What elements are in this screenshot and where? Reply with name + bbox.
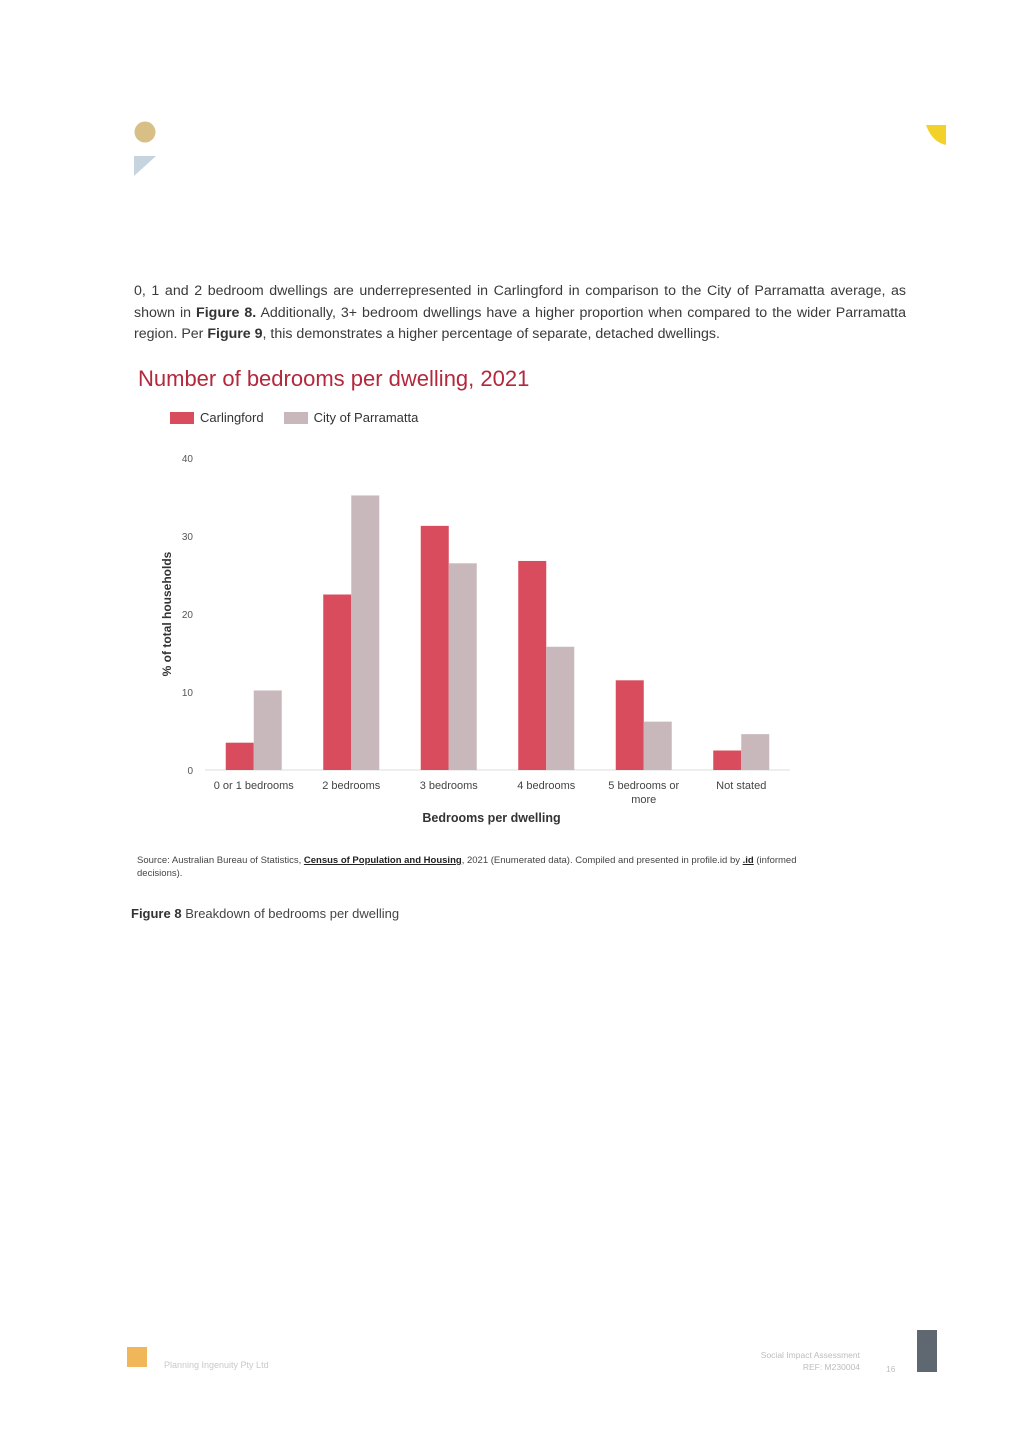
x-tick-label: 3 bedrooms bbox=[419, 780, 478, 792]
page-number: 16 bbox=[886, 1364, 896, 1374]
footer-company: Planning Ingenuity Pty Ltd bbox=[164, 1360, 269, 1370]
figure-caption bbox=[131, 906, 399, 921]
footer-doc-info bbox=[700, 1349, 860, 1373]
id-link[interactable]: .id bbox=[742, 855, 754, 866]
y-tick-label: 10 bbox=[181, 688, 193, 699]
x-tick-label: 4 bedrooms bbox=[517, 780, 576, 792]
paragraph-text: , this demonstrates a higher percentage of separate, detached dwellings. bbox=[262, 326, 720, 342]
bar-city-of-parramatta bbox=[644, 722, 672, 770]
y-tick-label: 0 bbox=[187, 766, 193, 777]
paragraph-text: 0, 1 and 2 bedroom dwellings are underrepresented in Carlingford in comparison to the City of Parramatta average, as shown in bbox=[134, 283, 906, 321]
legend-swatch-carlingford bbox=[170, 412, 194, 424]
bar-carlingford bbox=[518, 561, 546, 770]
paragraph-text: Additionally, 3+ bedroom dwellings have a higher proportion when compared to the wider Parramatta region. Per bbox=[134, 304, 906, 342]
blue-triangle-icon bbox=[134, 156, 156, 176]
caption-text: Breakdown of bedrooms per dwelling bbox=[181, 906, 400, 921]
bar-carlingford bbox=[323, 595, 351, 771]
x-tick-label: more bbox=[631, 794, 657, 806]
page-marker bbox=[917, 1330, 937, 1372]
census-link[interactable]: Census of Population and Housing bbox=[303, 855, 462, 866]
chart-legend bbox=[170, 410, 438, 425]
x-axis-label: Bedrooms per dwelling bbox=[422, 811, 561, 825]
company-logo bbox=[127, 1347, 147, 1367]
x-tick-label: Not stated bbox=[716, 780, 767, 792]
chart-title: Number of bedrooms per dwelling, 2021 bbox=[138, 366, 530, 391]
y-tick-label: 40 bbox=[181, 454, 193, 465]
source-text: Source: Australian Bureau of Statistics, bbox=[137, 855, 304, 866]
source-text: (informed decisions). bbox=[137, 855, 797, 879]
figure-9-reference: Figure 9 bbox=[207, 326, 263, 342]
bar-carlingford bbox=[226, 743, 254, 770]
bar-carlingford bbox=[713, 751, 741, 771]
y-axis-label: % of total households bbox=[160, 551, 174, 677]
bar-carlingford bbox=[616, 680, 644, 770]
figure-8-reference: Figure 8. bbox=[196, 304, 257, 321]
source-text: , 2021 (Enumerated data). Compiled and presented in profile.id by bbox=[461, 855, 743, 866]
legend-item-parramatta bbox=[284, 410, 419, 425]
footer-ref: REF: M230004 bbox=[802, 1362, 860, 1372]
bar-city-of-parramatta bbox=[741, 734, 769, 770]
y-tick-label: 20 bbox=[181, 610, 193, 621]
bar-city-of-parramatta bbox=[449, 563, 477, 770]
page-decorations bbox=[0, 0, 1024, 200]
bar-carlingford bbox=[421, 526, 449, 770]
y-tick-label: 30 bbox=[181, 532, 193, 543]
bar-city-of-parramatta bbox=[546, 647, 574, 770]
intro-paragraph bbox=[134, 281, 906, 346]
legend-label-carlingford: Carlingford bbox=[200, 410, 264, 425]
gold-dot-icon bbox=[135, 122, 156, 143]
legend-item-carlingford bbox=[170, 410, 264, 425]
x-tick-label: 5 bedrooms or bbox=[608, 780, 680, 792]
bar-city-of-parramatta bbox=[351, 495, 379, 770]
x-tick-label: 0 or 1 bedrooms bbox=[213, 780, 294, 792]
x-tick-label: 2 bedrooms bbox=[322, 780, 381, 792]
footer-doc-title: Social Impact Assessment bbox=[760, 1350, 860, 1360]
chart-source bbox=[137, 854, 837, 880]
bar-city-of-parramatta bbox=[254, 690, 282, 770]
legend-swatch-parramatta bbox=[284, 412, 308, 424]
legend-label-parramatta: City of Parramatta bbox=[313, 410, 419, 425]
caption-label: Figure 8 bbox=[131, 906, 182, 921]
bar-chart bbox=[0, 440, 1024, 840]
yellow-corner-icon bbox=[926, 125, 946, 145]
